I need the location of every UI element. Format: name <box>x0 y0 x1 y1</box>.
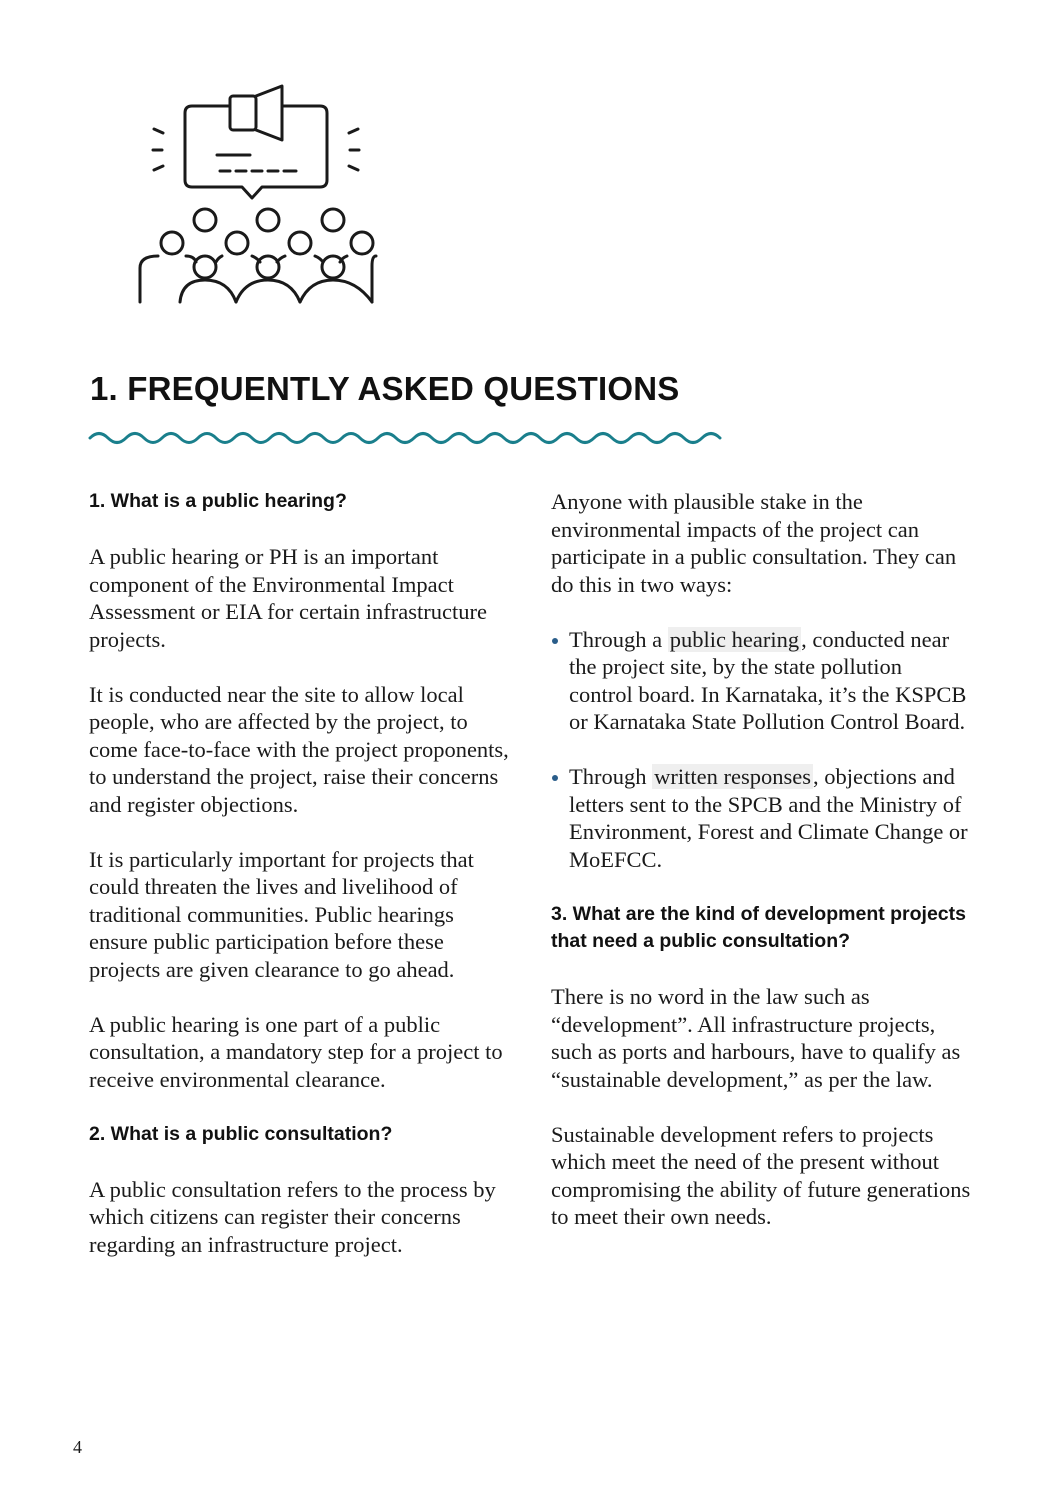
public-hearing-illustration-icon <box>130 80 380 310</box>
bullet-icon <box>552 638 558 644</box>
paragraph: Sustainable development refers to projects which meet the need of the present without compromising the ability of future generations to meet their own needs. <box>551 1121 971 1229</box>
list-item: Through a public hearing, conducted near the project site, by the state pollution control board. In Karnataka, it’s the KSPCB or Karnataka State Pollution Control Board. <box>551 626 971 736</box>
question-public-consultation: 2. What is a public consultation? <box>89 1122 393 1145</box>
paragraph: Anyone with plausible stake in the environmental impacts of the project can participate in a public consultation. They can do this in two ways: <box>551 489 957 597</box>
paragraph: A public hearing is one part of a public consultation, a mandatory step for a project to receive environmental clearance. <box>89 1011 503 1092</box>
paragraph: It is particularly important for projects that could threaten the lives and livelihood of traditional communities. Public hearings ensure public participation before these projects are given clearance to go ahead. <box>89 846 474 982</box>
section-title: 1. FREQUENTLY ASKED QUESTIONS <box>90 370 680 407</box>
question-development-projects: 3. What are the kind of development projects that need a public consultation? <box>551 902 966 952</box>
decorative-wave-divider <box>88 428 724 448</box>
paragraph: It is conducted near the site to allow local people, who are affected by the project, to come face-to-face with the project proponents, to understand the project, raise their concerns and register objections. <box>89 681 509 817</box>
consultation-methods-list <box>551 626 971 874</box>
right-column <box>551 488 971 1258</box>
paragraph: There is no word in the law such as “development”. All infrastructure projects, such as ports and harbours, have to qualify as “sustainable development,” as per the law. <box>551 984 961 1092</box>
paragraph: A public consultation refers to the process by which citizens can register their concerns regarding an infrastructure project. <box>89 1176 496 1257</box>
bullet-icon <box>552 775 558 781</box>
highlighted-term: public hearing <box>669 626 800 652</box>
highlighted-term: written responses <box>654 764 811 789</box>
list-item: Through written responses, objections and letters sent to the SPCB and the Ministry of Environment, Forest and Climate Change or MoEFCC. <box>551 763 971 873</box>
page-number: 4 <box>73 1437 82 1457</box>
paragraph: A public hearing or PH is an important component of the Environmental Impact Assessment or EIA for certain infrastructure projects. <box>89 544 487 652</box>
question-public-hearing: 1. What is a public hearing? <box>89 490 347 512</box>
left-column <box>89 488 509 1286</box>
